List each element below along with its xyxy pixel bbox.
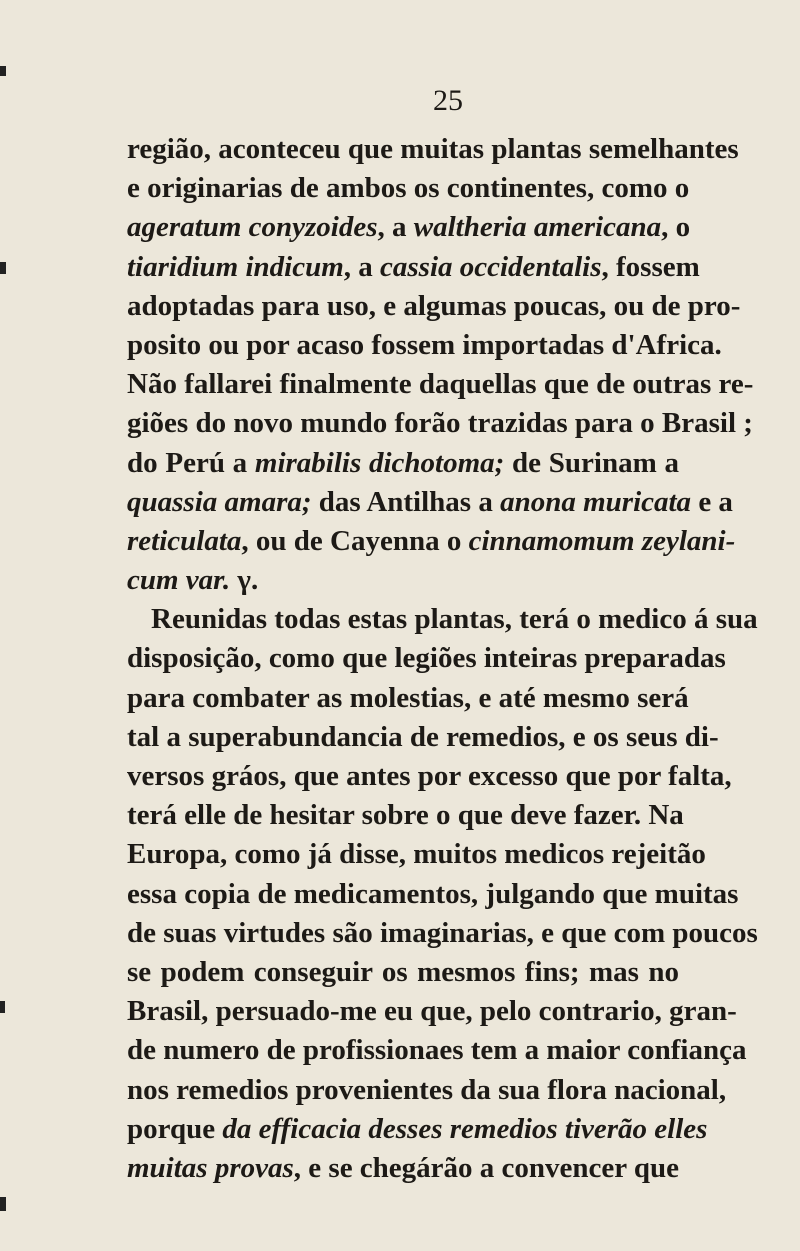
italic-text: reticulata bbox=[127, 524, 242, 557]
text-line bbox=[127, 600, 758, 639]
italic-text: tiaridium indicum bbox=[127, 250, 344, 283]
text-line bbox=[127, 875, 739, 914]
text-span: , a bbox=[343, 250, 380, 283]
text-span: terá elle de hesitar sobre o que deve fazer. Na bbox=[127, 799, 684, 832]
italic-text: waltheria americana bbox=[413, 211, 662, 244]
text-line bbox=[127, 718, 719, 757]
text-span: Brasil, persuado-me eu que, pelo contrario, gran- bbox=[127, 995, 737, 1028]
text-span: , e se chegárão a convencer que bbox=[293, 1151, 680, 1184]
text-span: Reunidas todas estas plantas, terá o medico á sua bbox=[151, 603, 758, 636]
text-line bbox=[127, 522, 736, 561]
page-number: 25 bbox=[433, 84, 463, 117]
text-span: γ. bbox=[230, 564, 259, 597]
text-span: giões do novo mundo forão trazidas para o Brasil ; bbox=[127, 407, 753, 440]
text-line bbox=[127, 130, 739, 169]
text-span: se podem conseguir os mesmos fins; mas no bbox=[127, 955, 679, 988]
text-line bbox=[127, 169, 690, 208]
text-line bbox=[127, 561, 679, 600]
text-line bbox=[127, 365, 754, 404]
text-line bbox=[127, 483, 733, 522]
italic-text: da efficacia desses remedios tiverão elles bbox=[222, 1112, 708, 1145]
text-line bbox=[127, 639, 726, 678]
italic-text: cassia occidentalis bbox=[380, 250, 602, 283]
text-line bbox=[127, 679, 689, 718]
margin-mark bbox=[0, 1197, 6, 1211]
text-span: , fossem bbox=[601, 250, 700, 283]
italic-text: ageratum conyzoides bbox=[127, 211, 378, 244]
text-span: do Perú a bbox=[127, 446, 255, 479]
margin-mark bbox=[0, 262, 6, 274]
text-span: posito ou por acaso fossem importadas d'Africa. bbox=[127, 328, 722, 361]
text-span: , o bbox=[661, 211, 691, 244]
text-line bbox=[127, 287, 741, 326]
italic-text: muitas provas bbox=[127, 1151, 294, 1184]
text-line bbox=[127, 796, 684, 835]
text-line bbox=[127, 914, 758, 953]
text-line bbox=[127, 757, 732, 796]
text-span: adoptadas para uso, e algumas poucas, ou de pro- bbox=[127, 289, 741, 322]
text-span: para combater as molestias, e até mesmo será bbox=[127, 681, 689, 714]
italic-text: mirabilis dichotoma; bbox=[254, 446, 505, 479]
text-span: porque bbox=[127, 1112, 223, 1145]
text-line bbox=[127, 326, 722, 365]
margin-mark bbox=[0, 66, 6, 76]
text-line bbox=[127, 248, 700, 287]
text-line bbox=[127, 1031, 747, 1070]
italic-text: anona muricata bbox=[500, 485, 692, 518]
body-text bbox=[127, 130, 758, 1188]
text-span: e a bbox=[691, 485, 733, 518]
margin-mark bbox=[0, 1001, 5, 1013]
text-span: das Antilhas a bbox=[311, 485, 501, 518]
text-span: e originarias de ambos os continentes, como o bbox=[127, 172, 690, 205]
text-span: região, aconteceu que muitas plantas semelhantes bbox=[127, 133, 739, 165]
text-line bbox=[127, 1149, 679, 1188]
text-line bbox=[127, 1071, 727, 1110]
text-line bbox=[127, 953, 679, 992]
text-span: Não fallarei finalmente daquellas que de outras re- bbox=[127, 368, 754, 401]
italic-text: cum var. bbox=[127, 564, 231, 597]
text-line bbox=[127, 835, 706, 874]
italic-text: cinnamomum zeylani- bbox=[468, 524, 736, 557]
text-span: de Surinam a bbox=[504, 446, 679, 479]
text-line bbox=[127, 404, 753, 443]
text-span: tal a superabundancia de remedios, e os seus di- bbox=[127, 720, 719, 753]
text-span: de numero de profissionaes tem a maior confiança bbox=[127, 1034, 747, 1067]
text-line bbox=[127, 1110, 708, 1149]
text-span: de suas virtudes são imaginarias, e que com poucos bbox=[127, 916, 758, 949]
text-span: nos remedios provenientes da sua flora nacional, bbox=[127, 1073, 727, 1106]
text-span: essa copia de medicamentos, julgando que muitas bbox=[127, 877, 739, 910]
text-span: Europa, como já disse, muitos medicos rejeitão bbox=[127, 838, 706, 871]
text-span: versos gráos, que antes por excesso que por falta, bbox=[127, 760, 732, 792]
text-line bbox=[127, 992, 737, 1031]
text-span: , a bbox=[377, 211, 414, 244]
text-span: , ou de Cayenna o bbox=[241, 524, 469, 557]
italic-text: quassia amara; bbox=[127, 485, 312, 518]
text-line bbox=[127, 208, 691, 247]
text-line bbox=[127, 444, 679, 483]
text-span: disposição, como que legiões inteiras preparadas bbox=[127, 642, 726, 675]
